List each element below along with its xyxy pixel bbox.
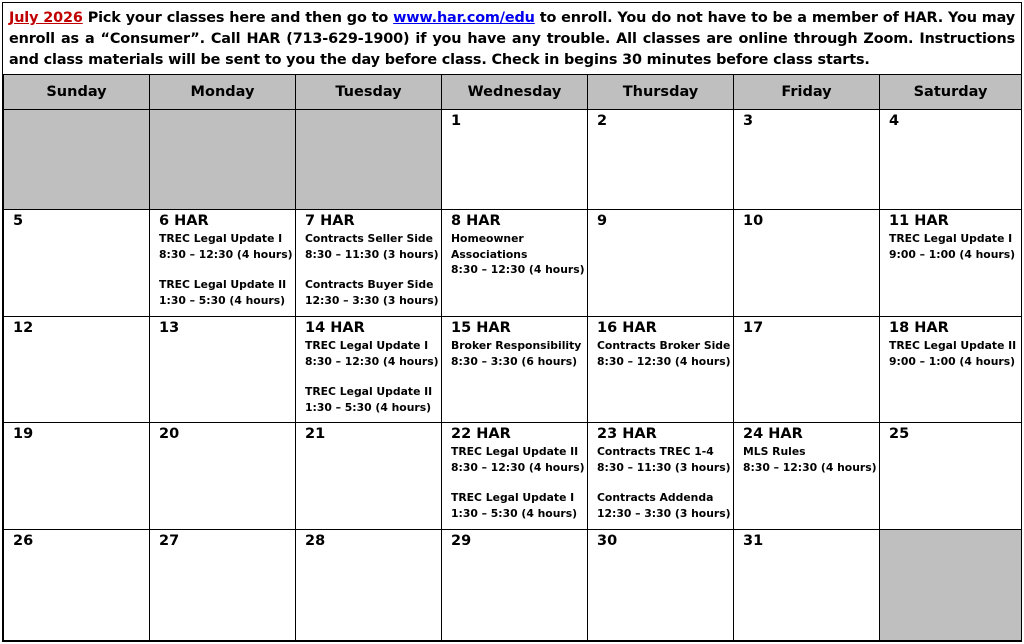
day-cell (296, 423, 442, 530)
weekday-saturday: Saturday (880, 75, 1022, 110)
day-cell (442, 530, 588, 641)
calendar-grid (3, 74, 1022, 641)
month-title: July 2026 (9, 10, 83, 26)
day-cell (150, 530, 296, 641)
day-number: 7 HAR (305, 213, 355, 229)
day-cell (734, 317, 880, 423)
week-row (4, 423, 1022, 530)
weekday-sunday: Sunday (4, 75, 150, 110)
class-time: 8:30 – 12:30 (4 hours) (451, 263, 585, 276)
class-time: 8:30 – 12:30 (4 hours) (597, 354, 731, 368)
day-number: 28 (305, 533, 326, 549)
day-number: 5 (13, 213, 24, 229)
calendar-body (4, 110, 1022, 641)
intro-text-end: to enroll. You do not have to be a member of HAR. You may enroll as a “Consumer”. Call HAR (713-629-1900) if you have any trouble. All classes are online through Zoom. Instructions and class materials will be sent to you the day before class. Check in begins 30 minutes before class starts. (9, 10, 1015, 68)
class-entry (305, 369, 441, 415)
class-entry (889, 338, 1021, 369)
day-cell (296, 530, 442, 641)
class-entry (159, 231, 295, 262)
class-name: TREC Legal Update II (889, 339, 1017, 352)
day-cell (4, 210, 150, 317)
day-number: 18 HAR (889, 320, 949, 336)
day-cell (4, 317, 150, 423)
day-cell (588, 530, 734, 641)
day-cell (880, 423, 1022, 530)
week-row (4, 530, 1022, 641)
class-time: 9:00 – 1:00 (4 hours) (889, 247, 1016, 261)
day-number: 21 (305, 426, 326, 442)
class-entry (451, 231, 587, 278)
day-number: 4 (889, 113, 900, 129)
day-cell (150, 317, 296, 423)
class-time: 12:30 – 3:30 (3 hours) (305, 293, 439, 307)
class-name: MLS Rules (743, 445, 806, 458)
day-number: 1 (451, 113, 462, 129)
class-entry (889, 231, 1021, 262)
day-cell (880, 110, 1022, 210)
day-number: 17 (743, 320, 764, 336)
empty-day-cell (4, 110, 150, 210)
class-name: Contracts TREC 1-4 (597, 445, 714, 458)
intro-paragraph (3, 3, 1021, 74)
weekday-friday: Friday (734, 75, 880, 110)
day-cell (588, 210, 734, 317)
class-name: TREC Legal Update I (889, 232, 1013, 245)
day-cell (734, 530, 880, 641)
day-number: 15 HAR (451, 320, 511, 336)
weekday-thursday: Thursday (588, 75, 734, 110)
empty-day-cell (880, 530, 1022, 641)
class-time: 8:30 – 12:30 (4 hours) (305, 354, 439, 368)
day-cell (734, 423, 880, 530)
day-number: 22 HAR (451, 426, 511, 442)
day-cell (296, 210, 442, 317)
day-cell (442, 317, 588, 423)
day-number: 6 HAR (159, 213, 209, 229)
day-cell (150, 210, 296, 317)
weekday-monday: Monday (150, 75, 296, 110)
class-entry (597, 475, 733, 521)
class-entry (159, 262, 295, 308)
enroll-link[interactable]: www.har.com/edu (393, 10, 535, 26)
class-entry (451, 338, 587, 369)
day-number: 24 HAR (743, 426, 803, 442)
class-time: 8:30 – 3:30 (6 hours) (451, 354, 578, 368)
day-number: 16 HAR (597, 320, 657, 336)
empty-day-cell (150, 110, 296, 210)
day-cell (588, 423, 734, 530)
weekday-tuesday: Tuesday (296, 75, 442, 110)
day-cell (734, 210, 880, 317)
class-time: 9:00 – 1:00 (4 hours) (889, 354, 1016, 368)
day-number: 27 (159, 533, 180, 549)
day-number: 25 (889, 426, 910, 442)
week-row (4, 317, 1022, 423)
day-cell (734, 110, 880, 210)
class-name: Contracts Broker Side (597, 339, 731, 352)
class-time: 12:30 – 3:30 (3 hours) (597, 506, 731, 520)
class-time: 1:30 – 5:30 (4 hours) (451, 506, 578, 520)
class-time: 8:30 – 12:30 (4 hours) (743, 460, 877, 474)
weekday-wednesday: Wednesday (442, 75, 588, 110)
day-cell (4, 423, 150, 530)
day-cell (880, 317, 1022, 423)
day-number: 20 (159, 426, 180, 442)
class-name: TREC Legal Update II (305, 385, 433, 398)
day-cell (880, 210, 1022, 317)
day-number: 9 (597, 213, 608, 229)
class-time: 8:30 – 11:30 (3 hours) (305, 247, 439, 261)
class-entry (451, 475, 587, 521)
day-number: 30 (597, 533, 618, 549)
class-name: TREC Legal Update I (305, 339, 429, 352)
class-time: 8:30 – 11:30 (3 hours) (597, 460, 731, 474)
day-cell (588, 110, 734, 210)
class-time: 8:30 – 12:30 (4 hours) (159, 247, 293, 261)
calendar-page (2, 2, 1022, 642)
day-number: 12 (13, 320, 34, 336)
intro-text-start: Pick your classes here and then go to (82, 10, 394, 26)
class-time: 1:30 – 5:30 (4 hours) (159, 293, 286, 307)
class-name: Homeowner (451, 232, 524, 245)
class-name: TREC Legal Update I (451, 491, 575, 504)
class-name: TREC Legal Update I (159, 232, 283, 245)
class-name: TREC Legal Update II (159, 278, 287, 291)
class-entry (451, 444, 587, 475)
empty-day-cell (296, 110, 442, 210)
day-number: 29 (451, 533, 472, 549)
class-time: 8:30 – 12:30 (4 hours) (451, 460, 585, 474)
day-number: 23 HAR (597, 426, 657, 442)
day-number: 19 (13, 426, 34, 442)
class-name: Contracts Addenda (597, 491, 714, 504)
day-number: 2 (597, 113, 608, 129)
class-name: Broker Responsibility (451, 339, 582, 352)
day-number: 3 (743, 113, 754, 129)
day-number: 10 (743, 213, 764, 229)
class-name: Contracts Seller Side (305, 232, 433, 245)
day-cell (588, 317, 734, 423)
class-entry (597, 338, 733, 369)
weekday-header-row (4, 75, 1022, 110)
day-number: 14 HAR (305, 320, 365, 336)
class-entry (305, 231, 441, 262)
day-number: 31 (743, 533, 764, 549)
class-name: Contracts Buyer Side (305, 278, 434, 291)
class-entry (305, 262, 441, 308)
day-number: 8 HAR (451, 213, 501, 229)
day-cell (442, 423, 588, 530)
day-cell (442, 110, 588, 210)
class-name: TREC Legal Update II (451, 445, 579, 458)
day-cell (296, 317, 442, 423)
day-cell (150, 423, 296, 530)
week-row (4, 110, 1022, 210)
day-cell (4, 530, 150, 641)
day-number: 26 (13, 533, 34, 549)
class-entry (597, 444, 733, 475)
class-time: 1:30 – 5:30 (4 hours) (305, 400, 432, 414)
class-name-cont: Associations (451, 247, 528, 261)
class-entry (743, 444, 879, 475)
class-entry (305, 338, 441, 369)
day-cell (442, 210, 588, 317)
day-number: 13 (159, 320, 180, 336)
week-row (4, 210, 1022, 317)
day-number: 11 HAR (889, 213, 949, 229)
